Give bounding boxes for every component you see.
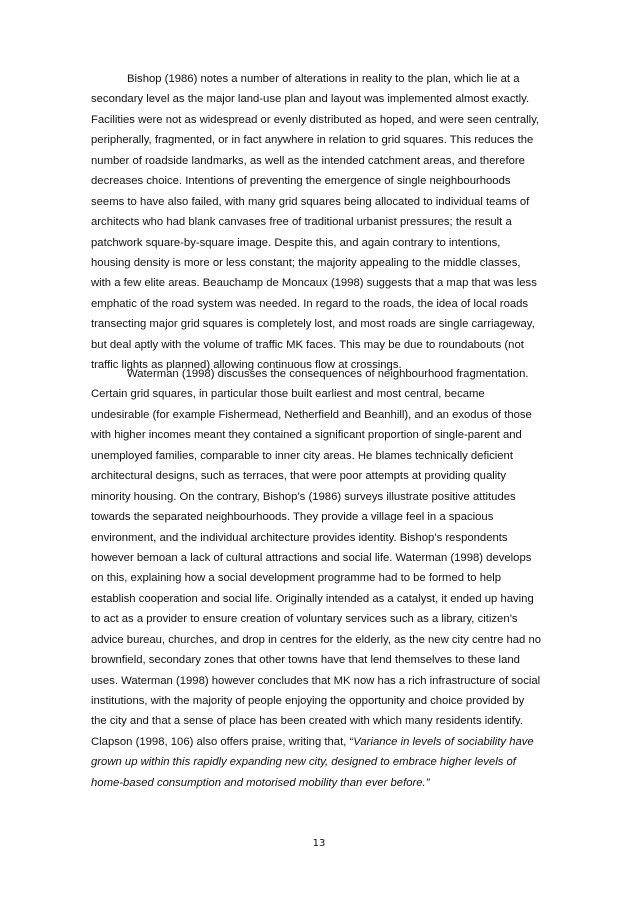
paragraph-1-line: seems to have also failed, with many grid squares being allocated to individual teams of xyxy=(91,195,530,208)
paragraph-1-line: with a few elite areas. Beauchamp de Moncaux (1998) suggests that a map that was less xyxy=(91,277,537,290)
paragraph-1-line: patchwork square-by-square image. Despite this, and again contrary to intentions, xyxy=(91,236,501,249)
paragraph-1 xyxy=(91,69,549,376)
paragraph-2-line: brownfield, secondary zones that other towns have that lend themselves to these land xyxy=(91,654,520,667)
paragraph-2-line: Certain grid squares, in particular those built earliest and most central, became xyxy=(91,388,485,401)
quote-text: grown up within this rapidly expanding new city, designed to embrace higher levels of xyxy=(91,756,516,769)
paragraph-2-line: Waterman (1998) discusses the consequences of neighbourhood fragmentation. xyxy=(127,368,529,380)
paragraph-2-line: to act as a provider to ensure creation of voluntary services such as a library, citizen’s xyxy=(91,613,518,626)
paragraph-2-line: with higher incomes meant they contained a significant proportion of single-parent and xyxy=(91,429,522,442)
quote-text: home-based consumption and motorised mobility than ever before.” xyxy=(91,776,430,789)
paragraph-2-line: towards the separated neighbourhoods. They provide a village feel in a spacious xyxy=(91,511,494,524)
paragraph-2-line: on this, explaining how a social development programme had to be formed to help xyxy=(91,572,502,585)
paragraph-2-line: advice bureau, churches, and drop in centres for the elderly, as the new city centre had no xyxy=(91,633,542,646)
paragraph-1-line: transecting major grid squares is completely lost, and most roads are single carriageway, xyxy=(91,318,535,331)
paragraph-2-line: environment, and the individual architecture provides identity. Bishop’s respondents xyxy=(91,531,508,544)
paragraph-2-line: the city and that a sense of place has been created with which many residents identify. xyxy=(91,715,523,728)
paragraph-1-line: secondary level as the major land-use plan and layout was implemented almost exactly. xyxy=(91,93,530,106)
paragraph-2-line: undesirable (for example Fishermead, Netherfield and Beanhill), and an exodus of those xyxy=(91,408,532,421)
paragraph-2-line: institutions, with the majority of people enjoying the opportunity and choice provided by xyxy=(91,695,525,707)
paragraph-2 xyxy=(91,364,549,793)
page-number: 13 xyxy=(312,838,326,849)
paragraph-1-line: decreases choice. Intentions of preventing the emergence of single neighbourhoods xyxy=(91,175,511,188)
paragraph-1-line: Bishop (1986) notes a number of alterations in reality to the plan, which lie at a xyxy=(127,73,520,85)
paragraph-1-line: architects who had blank canvases free of traditional urbanist pressures; the result a xyxy=(91,216,512,229)
paragraph-1-line: Facilities were not as widespread or evenly distributed as hoped, and were seen centrally, xyxy=(91,113,540,126)
paragraph-1-line: traffic lights as planned) allowing continuous flow at crossings. xyxy=(91,359,402,372)
paragraph-2-line: uses. Waterman (1998) however concludes that MK now has a rich infrastructure of social xyxy=(91,674,541,687)
paragraph-2-line: however bemoan a lack of cultural attractions and social life. Waterman (1998) develops xyxy=(91,551,532,564)
quote-intro-text: Clapson (1998, 106) also offers praise, writing that, “ xyxy=(91,735,354,748)
paragraph-1-line: but deal aptly with the volume of traffic MK faces. This may be due to roundabouts (not xyxy=(91,338,524,351)
paragraph-2-line: architectural designs, such as terraces, that were poor attempts at providing quality xyxy=(91,470,507,483)
paragraph-2-line: unemployed families, comparable to inner city areas. He blames technically deficient xyxy=(91,449,513,462)
paragraph-1-line: emphatic of the road system was needed. In regard to the roads, the idea of local roads xyxy=(91,297,529,310)
quote-intro-line xyxy=(91,732,549,752)
paragraph-2-line: establish cooperation and social life. Originally intended as a catalyst, it ended up having xyxy=(91,592,534,605)
paragraph-1-line: number of roadside landmarks, as well as the intended catchment areas, and therefore xyxy=(91,154,525,167)
quote-text: Variance in levels of sociability have xyxy=(353,735,534,748)
paragraph-1-line: housing density is more or less constant; the majority appealing to the middle classes, xyxy=(91,256,521,269)
paragraph-2-line: minority housing. On the contrary, Bishop’s (1986) surveys illustrate positive attitudes xyxy=(91,490,516,503)
paragraph-1-line: peripherally, fragmented, or in fact anywhere in relation to grid squares. This reduces the xyxy=(91,134,534,147)
